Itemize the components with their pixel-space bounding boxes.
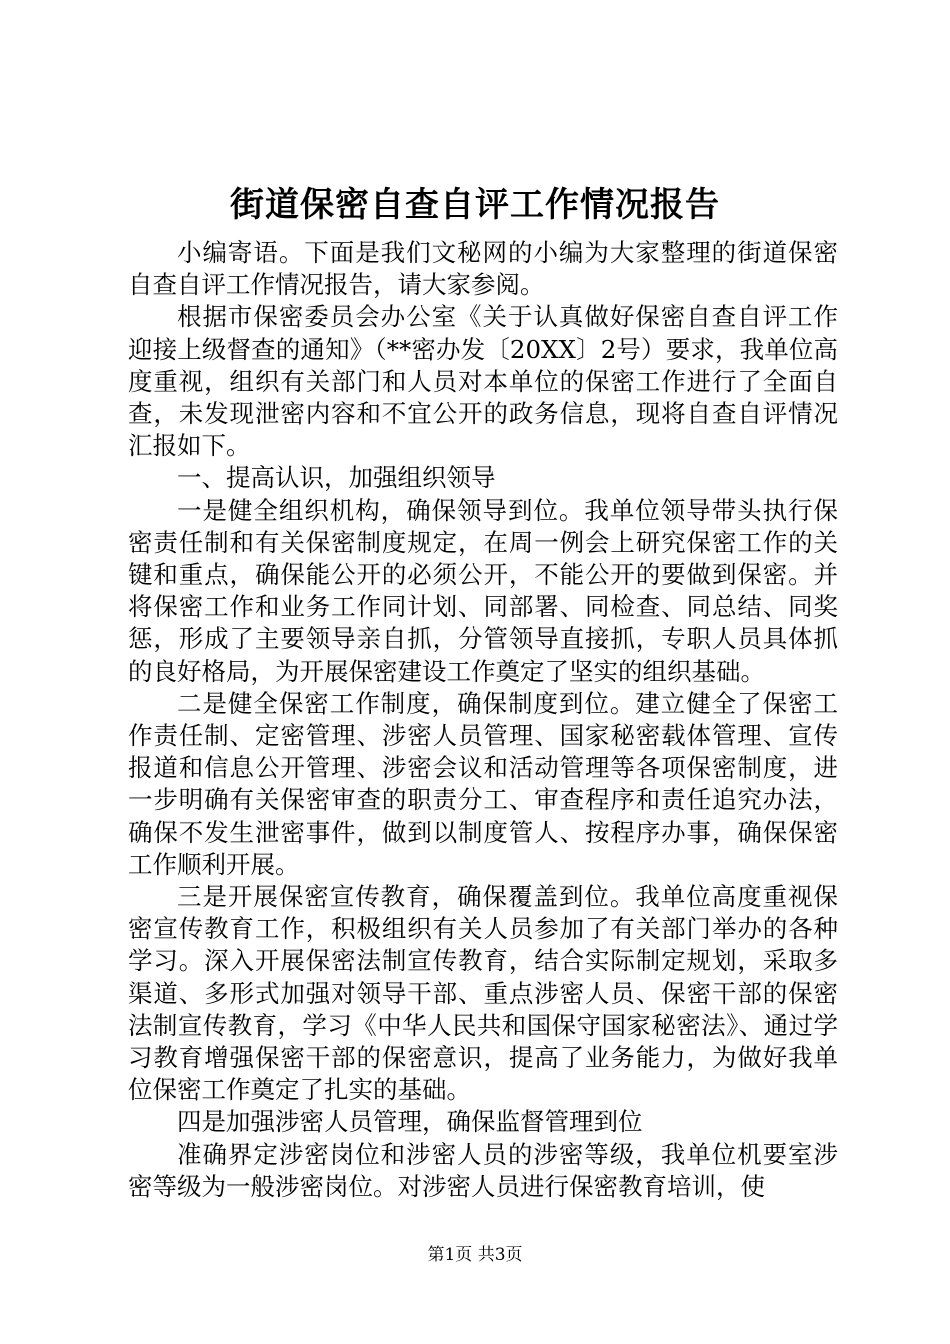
document-body bbox=[128, 237, 838, 1203]
paragraph-point-4-body: 准确界定涉密岗位和涉密人员的涉密等级，我单位机要室涉密等级为一般涉密岗位。对涉密人员进行保密教育培训，使 bbox=[128, 1139, 838, 1201]
paragraph-point-2: 二是健全保密工作制度，确保制度到位。建立健全了保密工作责任制、定密管理、涉密人员管理、国家秘密载体管理、宣传报道和信息公开管理、涉密会议和活动管理等各项保密制度，进一步明确有关保密审查的职责分工、审查程序和责任追究办法，确保不发生泄密事件，做到以制度管人、按程序办事，确保保密工作顺利开展。 bbox=[128, 688, 838, 879]
paragraph-point-3: 三是开展保密宣传教育，确保覆盖到位。我单位高度重视保密宣传教育工作，积极组织有关人员参加了有关部门举办的各种学习。深入开展保密法制宣传教育，结合实际制定规划，采取多渠道、多形式加强对领导干部、重点涉密人员、保密干部的保密法制宣传教育，学习《中华人民共和国保守国家秘密法》、通过学习教育增强保密干部的保密意识，提高了业务能力，为做好我单位保密工作奠定了扎实的基础。 bbox=[128, 882, 838, 1105]
paragraph-point-4-heading: 四是加强涉密人员管理，确保监督管理到位 bbox=[177, 1107, 643, 1137]
paragraph-intro: 小编寄语。下面是我们文秘网的小编为大家整理的街道保密自查自评工作情况报告，请大家参阅。 bbox=[128, 238, 838, 300]
page-footer: 第1页 共3页 bbox=[427, 1245, 523, 1265]
paragraph-point-1: 一是健全组织机构，确保领导到位。我单位领导带头执行保密责任制和有关保密制度规定，在周一例会上研究保密工作的关键和重点，确保能公开的必须公开，不能公开的要做到保密。并将保密工作和业务工作同计划、同部署、同检查、同总结、同奖惩，形成了主要领导亲自抓，分管领导直接抓，专职人员具体抓的良好格局，为开展保密建设工作奠定了坚实的组织基础。 bbox=[128, 495, 838, 686]
section-heading-1: 一、提高认识，加强组织领导 bbox=[177, 463, 496, 493]
document-title: 街道保密自查自评工作情况报告 bbox=[230, 185, 720, 225]
paragraph-basis: 根据市保密委员会办公室《关于认真做好保密自查自评工作迎接上级督查的通知》（**密办发〔20XX〕2号）要求，我单位高度重视，组织有关部门和人员对本单位的保密工作进行了全面自查，未发现泄密内容和不宜公开的政务信息，现将自查自评情况汇报如下。 bbox=[128, 302, 838, 461]
